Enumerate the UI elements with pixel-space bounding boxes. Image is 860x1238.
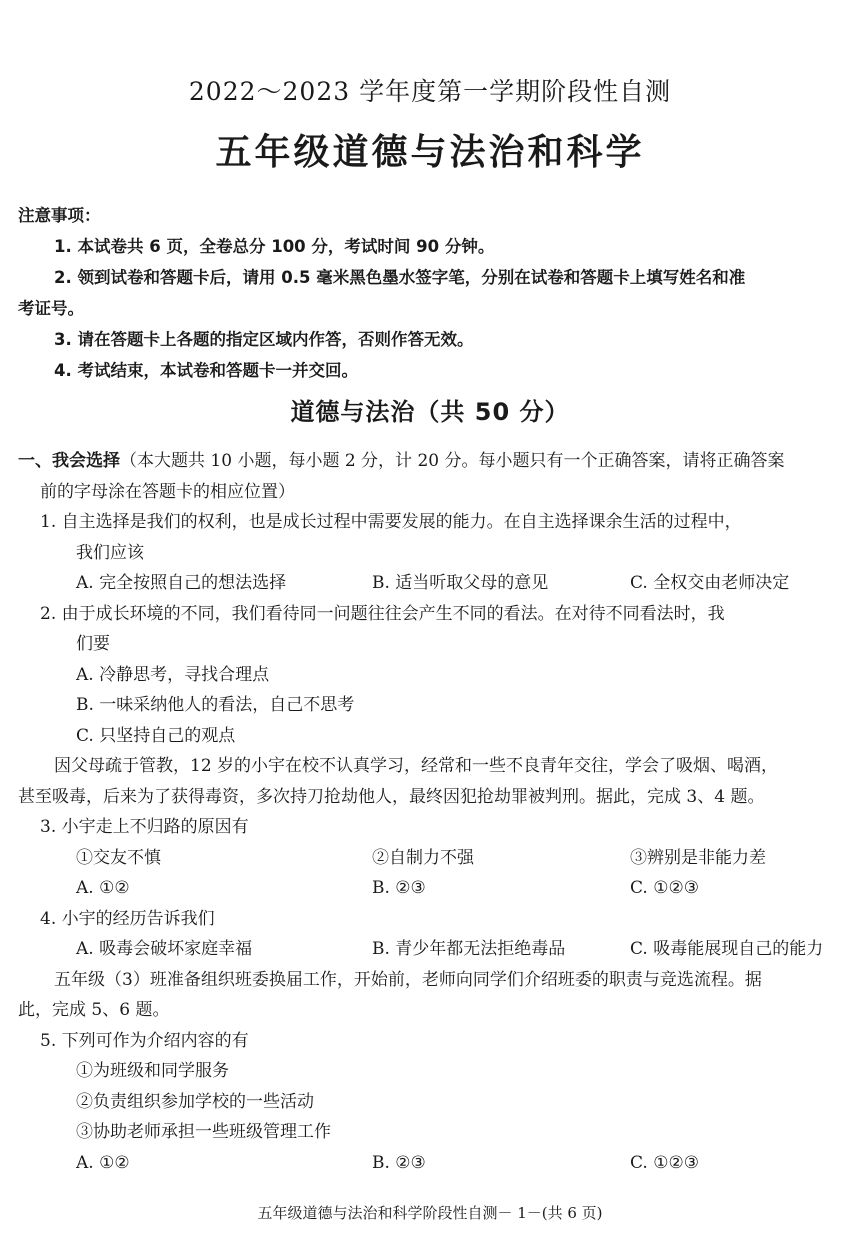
passage2-line1: 五年级（3）班准备组织班委换届工作，开始前，老师向同学们介绍班委的职责与竞选流程。据 xyxy=(54,969,762,990)
q3-option-c: C. ①②③ xyxy=(630,878,699,898)
q3-item-3: ③辨别是非能力差 xyxy=(630,847,766,868)
passage1-line2: 甚至吸毒，后来为了获得毒资，多次持刀抢劫他人，最终因犯抢劫罪被判刑。据此，完成 3、4 题。 xyxy=(18,786,765,807)
q2-option-b: B. 一味采纳他人的看法，自己不思考 xyxy=(76,695,355,715)
q5-option-a: A. ①② xyxy=(76,1152,130,1173)
q3-stem: 3. 小宇走上不归路的原因有 xyxy=(40,817,249,837)
q4-option-c: C. 吸毒能展现自己的能力 xyxy=(630,939,824,959)
q5-option-b: B. ②③ xyxy=(372,1152,426,1173)
q1-stem: 1. 自主选择是我们的权利，也是成长过程中需要发展的能力。在自主选择课余生活的过程中， xyxy=(40,512,742,532)
notice-item-2: 2. 领到试卷和答题卡后，请用 0.5 毫米黑色墨水签字笔，分别在试卷和答题卡上填写姓名和准 xyxy=(54,268,746,287)
q4-stem: 4. 小宇的经历告诉我们 xyxy=(40,908,215,929)
section-title: 道德与法治（共 50 分） xyxy=(290,398,570,426)
q4-option-a: A. 吸毒会破坏家庭幸福 xyxy=(76,939,253,959)
q5-option-c: C. ①②③ xyxy=(630,1152,699,1173)
part1-heading-bold: 一、我会选择 xyxy=(18,451,120,471)
part1-heading-cont: 前的字母涂在答题卡的相应位置） xyxy=(40,481,295,502)
q2-option-a: A. 冷静思考，寻找合理点 xyxy=(76,664,270,685)
notice-item-1: 1. 本试卷共 6 页，全卷总分 100 分，考试时间 90 分钟。 xyxy=(54,237,495,256)
q5-options xyxy=(18,1148,844,1179)
notice-heading: 注意事项： xyxy=(18,206,101,225)
questions-area xyxy=(18,446,844,1178)
q2-stem: 2. 由于成长环境的不同，我们看待同一问题往往会产生不同的看法。在对待不同看法时，我 xyxy=(40,603,725,624)
part1-heading xyxy=(18,446,844,477)
notice-item-3: 3. 请在答题卡上各题的指定区域内作答，否则作答无效。 xyxy=(54,330,474,349)
q3-item-2: ②自制力不强 xyxy=(372,847,474,868)
q1-option-a: A. 完全按照自己的想法选择 xyxy=(76,573,287,593)
q1-options xyxy=(18,568,844,599)
q1-stem-cont: 我们应该 xyxy=(76,542,144,563)
q1-option-b: B. 适当听取父母的意见 xyxy=(372,573,549,593)
q4-options xyxy=(18,934,844,965)
q5-stem: 5. 下列可作为介绍内容的有 xyxy=(40,1030,249,1051)
q3-item-1: ①交友不慎 xyxy=(76,847,161,868)
notice-item-2-cont: 考证号。 xyxy=(18,299,84,318)
notice-item-4: 4. 考试结束，本试卷和答题卡一并交回。 xyxy=(54,361,358,380)
q2-option-c: C. 只坚持自己的观点 xyxy=(76,725,236,746)
q3-option-b: B. ②③ xyxy=(372,878,426,898)
q3-options xyxy=(18,873,844,904)
exam-title: 2022～2023 学年度第一学期阶段性自测 xyxy=(188,77,672,106)
q3-items xyxy=(18,843,844,874)
page-footer: 五年级道德与法治和科学阶段性自测－ 1－(共 6 页) xyxy=(257,1204,603,1222)
passage2-line2: 此，完成 5、6 题。 xyxy=(18,1000,170,1020)
notice-block xyxy=(18,200,844,386)
passage1-line1: 因父母疏于管教，12 岁的小宇在校不认真学习，经常和一些不良青年交往，学会了吸烟、喝酒， xyxy=(54,756,779,776)
part1-heading-text: （本大题共 10 小题，每小题 2 分，计 20 分。每小题只有一个正确答案，请将正确答案 xyxy=(120,451,785,471)
q5-item-3: ③协助老师承担一些班级管理工作 xyxy=(76,1122,331,1142)
q5-item-2: ②负责组织参加学校的一些活动 xyxy=(76,1091,314,1112)
exam-subtitle: 五年级道德与法治和科学 xyxy=(215,132,645,173)
q4-option-b: B. 青少年都无法拒绝毒品 xyxy=(372,939,566,959)
q5-item-1: ①为班级和同学服务 xyxy=(76,1061,229,1081)
q1-option-c: C. 全权交由老师决定 xyxy=(630,573,790,593)
q2-stem-cont: 们要 xyxy=(76,634,110,654)
q3-option-a: A. ①② xyxy=(76,878,130,898)
